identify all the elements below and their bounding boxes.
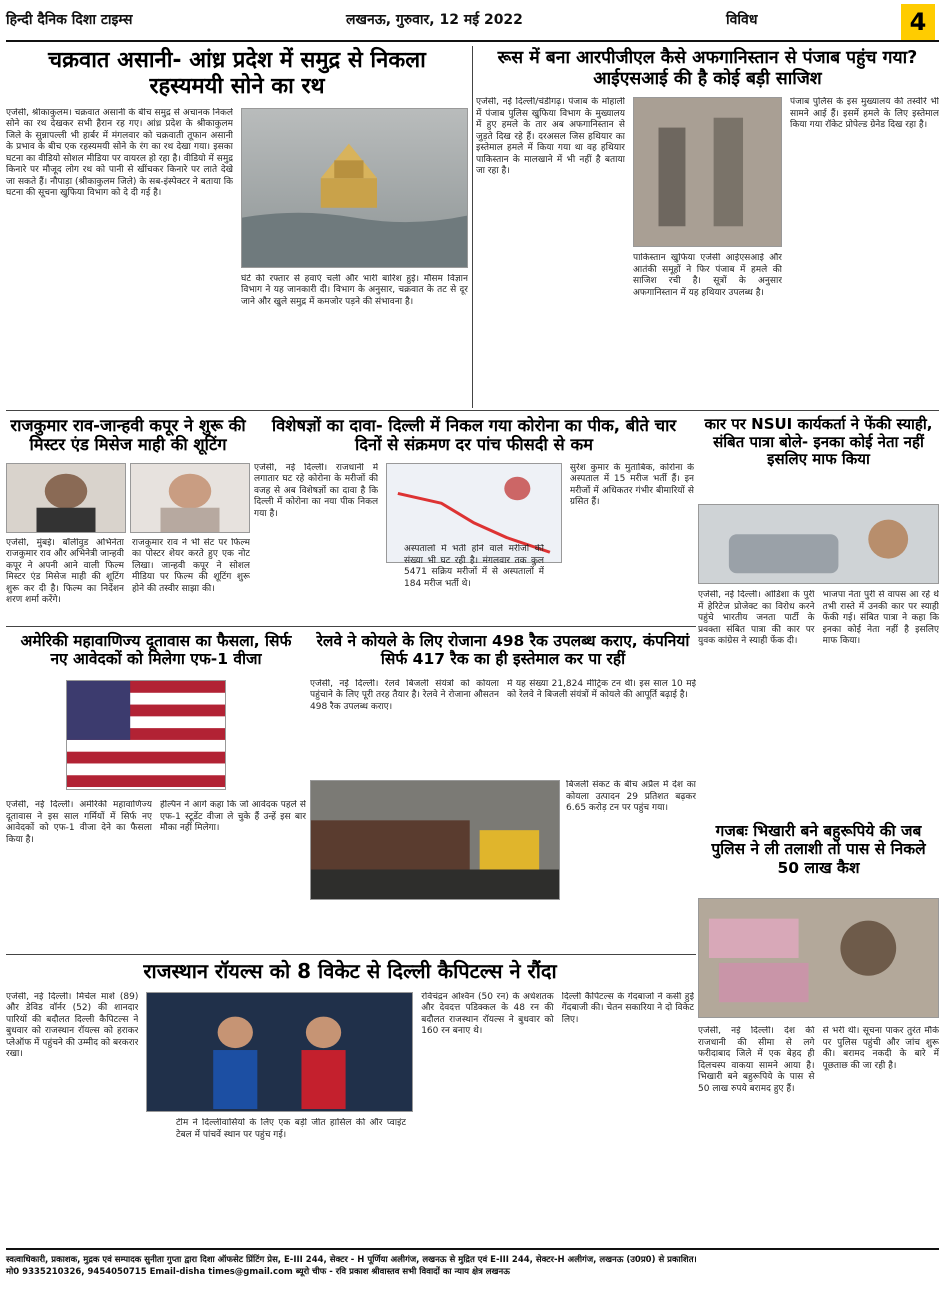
article-beggar-body-1: एजेंसी, नई दिल्ली। देश की राजधानी की सीमा से लगे फरीदाबाद जिले में एक बेहद ही दिलचस्प वाकया सामने आया है। भिखारी बने बहुरूपिये के पास से 50 लाख रुपये बरामद हुए हैं।: [698, 1026, 815, 1094]
headline-sambit: कार पर NSUI कार्यकर्ता ने फेंकी स्याही, संबित पात्रा बोले- इनका कोई नेता नहीं इसलिए माफ किया: [704, 415, 933, 469]
article-corona-body-3: सुरेश कुमार के मुताबिक, कोरोना के अस्पताल में 15 मरीज भर्ती हैं। इन मरीजों में अधिकतर गंभीर बीमारियों से ग्रसित हैं।: [569, 462, 694, 508]
article-rajkummar-body-2: राजकुमार राव ने भी सेट पर फिल्म का पोस्टर शेयर करते हुए एक नोट लिखा। जान्हवी कपूर ने सोशल मीडिया पर फिल्म की शूटिंग शुरू होने की तस्वीर साझा की।: [132, 537, 250, 594]
headline-coal: रेलवे ने कोयले के लिए रोजाना 498 रैक उपलब्ध कराए, कंपनियां सिर्फ 417 रैक का ही इस्तेमाल कर पा रहीं: [316, 632, 690, 669]
article-visa-body-2: हेल्पिन ने आगे कहा कि जो आवेदक पहले से एफ-1 स्टूडेंट वीजा ले चुके हैं उन्हें इस बार मौका नहीं मिलेगा।: [160, 800, 306, 833]
photo-ipl-players: [146, 992, 413, 1112]
section-rule: [6, 954, 696, 955]
headline-asani: चक्रवात असानी- आंध्र प्रदेश में समुद्र से निकला रहस्यमयी सोने का रथ: [48, 48, 426, 99]
photo-rajkummar-rao: [6, 463, 126, 533]
photo-gold-chariot: [241, 108, 468, 268]
paper-name: हिन्दी दैनिक दिशा टाइम्स: [6, 12, 133, 28]
imprint-line: स्वत्वाधिकारी, प्रकाशक, मुद्रक एवं सम्पादक सुनीता गुप्ता द्वारा दिशा ऑफसेट प्रिंटिंग प्रेस, E-III 244, सेक्टर - H पूर्णिया अलीगंज, लखनऊ से मुद्रित एवं E-III 244, सेक्टर-H अलीगंज, लखनऊ (उ0प्र0) से प्रकाशित।: [6, 1255, 697, 1265]
headline-rpg: रूस में बना आरपीजीएल कैसे अफगानिस्तान से पंजाब पहुंच गया? आईएसआई की है कोई बड़ी साजिश: [497, 48, 918, 89]
article-asani: [6, 46, 468, 408]
section-rule: [6, 626, 696, 627]
photo-rpg-weapon: [633, 97, 782, 247]
article-corona: [254, 414, 694, 624]
article-beggar: [698, 820, 939, 1240]
article-corona-body-1: एजेंसी, नई दिल्ली। राजधानी में लगातार घट रहे कोरोना के मरीजों की वजह से अब विशेषज्ञों का दावा है कि दिल्ली में कोरोना का नया पीक निकल गया है।: [254, 462, 379, 519]
article-corona-body-2: अस्पतालों में भर्ती होने वाले मरीजों की संख्या भी घट रही है। मंगलवार तक कुल 5471 सक्रिय मरीजों में से अस्पतालों में 184 मरीज भर्ती थे।: [404, 544, 544, 589]
article-rpg: [476, 46, 939, 408]
article-sambit: [698, 414, 939, 814]
article-asani-body-1: एजेंसी, श्रीकाकुलम। चक्रवात असानी के बीच समुद्र से अचानक निकले सोने का रथ देखकर सभी हैरान रह गए। आंध्र प्रदेश के श्रीकाकुलम जिले के सुन्नापल्ली भी हार्बर में मंगलवार को चक्रवाती तूफान असानी के प्रभाव के बीच एक रहस्यमयी सोने के रंग का रथ देखा गया। इसका घटना का वीडियो सोशल मीडिया पर वायरल हो रहा है। वीडियो में समुद्र किनारे पर मौजूद लोग रथ को पानी से खींचकर किनारे पर लाते देखे जा सकते हैं। नौपाड़ा (श्रीकाकुलम जिले) के सब-इंस्पेक्टर ने बताया कि घटना की सूचना खुफिया विभाग को दे दी गई है।: [6, 107, 233, 199]
column-rule: [472, 46, 473, 408]
article-asani-body-2: घंटे की रफ्तार से हवाएं चलीं और भारी बारिश हुई। मौसम विज्ञान विभाग ने यह जानकारी दी। विभाग के अनुसार, चक्रवात के तट से दूर जाने और खुले समुद्र में कमजोर पड़ने की संभावना है।: [241, 273, 468, 307]
photo-us-visa-flag: [66, 680, 226, 790]
article-sambit-body-1: एजेंसी, नई दिल्ली। ओडिशा के पुरी में हेरिटेज प्रोजेक्ट का विरोध करने पहुंचे भारतीय जनता पार्टी के प्रवक्ता संबित पात्रा की कार पर युवक कांग्रेस ने स्याही फेंक दी।: [698, 590, 815, 646]
article-coal-body-2: में यह संख्या 21,824 मीट्रिक टन थी। इस साल 10 मई को रेलवे ने बिजली संयंत्रों में कोयले की आपूर्ति बढ़ाई है।: [507, 678, 696, 701]
article-rajkummar: [6, 414, 250, 624]
headline-beggar: गजबः भिखारी बने बहुरूपिये की जब पुलिस ने ली तलाशी तो पास से निकले 50 लाख कैश: [711, 822, 926, 877]
article-beggar-body-2: से भरी थी। सूचना पाकर तुरंत मौके पर पुलिस पहुंची और जांच शुरू की। बरामद नकदी के बारे में पूछताछ की जा रही है।: [822, 1026, 939, 1071]
article-rpg-body-3: पंजाब पुलिस के इस मुख्यालय की तस्वीरें भी सामने आई हैं। इसमें हमले के लिए इस्तेमाल किया गया रॉकेट प्रोपेल्ड ग्रेनेड दिख रहा है।: [790, 97, 939, 131]
headline-rajkummar: राजकुमार राव-जान्हवी कपूर ने शुरू की मिस्टर एंड मिसेज माही की शूटिंग: [10, 416, 246, 455]
photo-beggar-cash: [698, 898, 939, 1018]
article-rajkummar-body-1: एजेंसी, मुंबई। बॉलीवुड अभिनेता राजकुमार राव और अभिनेत्री जान्हवी कपूर ने अपनी आने वाली फिल्म मिस्टर एंड मिसेज माही की शूटिंग शुरू कर दी है। फिल्म का निर्देशन शरण शर्मा करेंगे।: [6, 537, 124, 606]
article-ipl: [6, 958, 694, 1243]
article-ipl-body-2: रविचंद्रन अश्विन (50 रन) के अर्धशतक और देवदत्त पडिक्कल के 48 रन की बदौलत राजस्थान रॉयल्स ने बुधवार को 160 रन बनाए थे।: [421, 991, 554, 1037]
dateline: लखनऊ, गुरुवार, 12 मई 2022: [346, 12, 523, 28]
article-rpg-body-2: पाकिस्तान खुफिया एजेंसी आईएसआई और आतंकी समूहों ने फिर पंजाब में हमले की साजिश रची है। सूत्रों के अनुसार अफगानिस्तान में यह हथियार उपलब्ध है।: [633, 253, 782, 298]
article-coal-body-1: एजेंसी, नई दिल्ली। रेलवे बिजली संयंत्रों को कोयला पहुंचाने के लिए पूरी तरह तैयार है। रेलवे ने रोजाना औसतन 498 रैक उपलब्ध कराए।: [310, 678, 499, 712]
article-visa-body-1: एजेंसी, नई दिल्ली। अमेरिकी महावाणिज्य दूतावास ने इस साल गर्मियों में सिर्फ नए आवेदकों को एफ-1 वीजा देने का फैसला किया है।: [6, 800, 152, 845]
headline-ipl: राजस्थान रॉयल्स को 8 विकेट से दिल्ली कैपिटल्स ने रौंदा: [143, 959, 557, 983]
imprint-footer: [6, 1248, 939, 1290]
masthead: [6, 4, 939, 42]
article-ipl-body-3: दिल्ली कैपिटल्स के गेंदबाजों ने कसी हुई गेंदबाजी की। चेतन सकारिया ने दो विकेट लिए।: [561, 991, 694, 1025]
article-rpg-body-1: एजेंसी, नई दिल्ली/चंडीगढ़। पंजाब के मोहाली में पंजाब पुलिस खुफिया विभाग के मुख्यालय में हुए हमले के तार अब अफगानिस्तान से जुड़ते दिख रहे हैं। दरअसल जिस हथियार का इस्तेमाल हमले में किया गया था वह हथियार पाकिस्तान के मालखाने में भी नहीं है बताया जा रहा है।: [476, 97, 625, 177]
headline-visa: अमेरिकी महावाणिज्य दूतावास का फैसला, सिर्फ नए आवेदकों को मिलेगा एफ-1 वीजा: [20, 632, 292, 669]
article-coal-body-3: बिजली संकट के बीच अप्रैल में देश का कोयला उत्पादन 29 प्रतिशत बढ़कर 6.65 करोड़ टन पर पहुंच गया।: [566, 780, 696, 813]
article-ipl-body-4: टीम ने दिल्लीवासियों के लिए एक बड़ी जीत हासिल की और प्वाइंट टेबल में पांचवें स्थान पर पहुंच गई।: [176, 1118, 406, 1140]
headline-corona: विशेषज्ञों का दावा- दिल्ली में निकल गया कोरोना का पीक, बीते चार दिनों से संक्रमण दर पांच फीसदी से कम: [271, 416, 677, 455]
photo-janhvi-kapoor: [130, 463, 250, 533]
article-ipl-body-1: एजेंसी, नई दिल्ली। मिचेल मार्श (89) और डेविड वॉर्नर (52) की शानदार पारियों की बदौलत दिल्ली कैपिटल्स ने बुधवार को राजस्थान रॉयल्स को हराकर प्लेऑफ में पहुंचने की उम्मीद को बरकरार रखा।: [6, 991, 139, 1060]
article-visa: [6, 630, 306, 950]
section-name: विविध: [726, 12, 758, 28]
article-sambit-body-2: भाजपा नेता पुरी से वापस आ रहे थे तभी रास्ते में उनकी कार पर स्याही फेंकी गई। संबित पात्रा ने कहा कि इनका कोई नेता नहीं है इसलिए माफ किया।: [822, 590, 939, 646]
photo-sambit-car: [698, 504, 939, 584]
section-rule: [6, 410, 939, 411]
article-coal: [310, 630, 696, 950]
photo-coal-train: [310, 780, 560, 900]
page-number: 4: [901, 4, 935, 40]
contact-line: मो0 9335210326, 9454050715 Email-disha times@gmail.com ब्यूरो चीफ - रवि प्रकाश श्रीवास्तव सभी विवादों का न्याय क्षेत्र लखनऊ: [6, 1267, 510, 1277]
